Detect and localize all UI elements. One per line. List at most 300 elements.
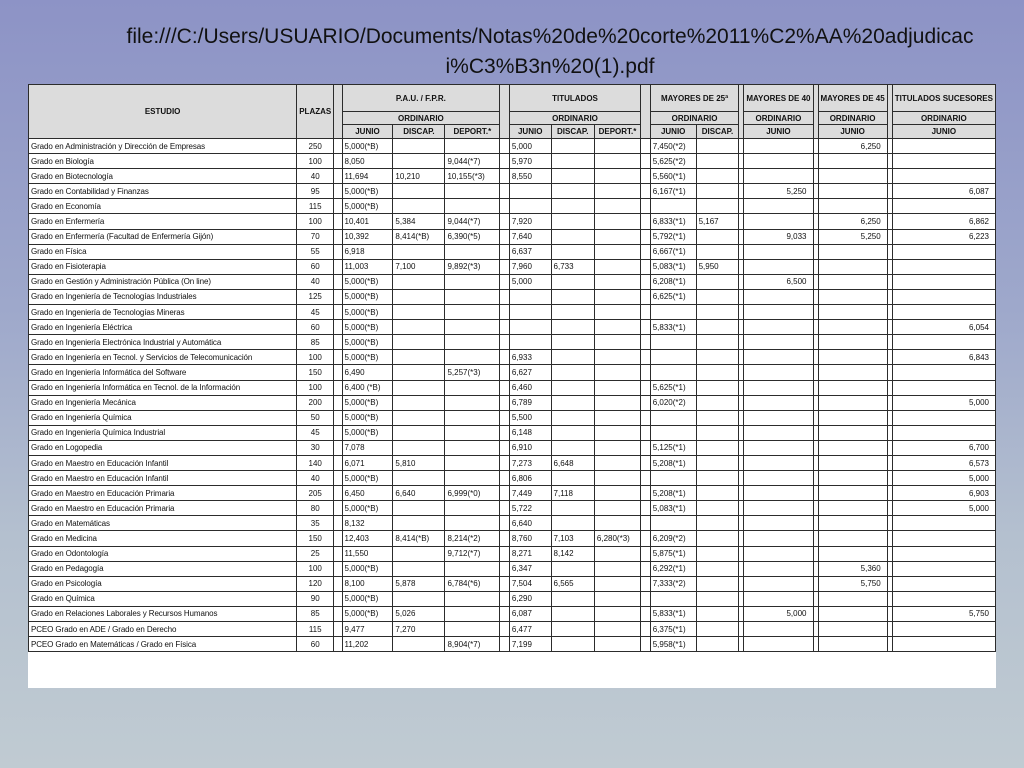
- mayores40-junio-cell: [744, 410, 813, 425]
- pau-junio-cell: 8,132: [342, 516, 393, 531]
- mayores25-discap-cell: [696, 380, 739, 395]
- column-gap: [500, 214, 510, 229]
- plazas-cell: 25: [297, 546, 334, 561]
- column-gap: [500, 486, 510, 501]
- titulados-discap-cell: [551, 501, 594, 516]
- mayores40-junio-cell: [744, 154, 813, 169]
- mayores25-discap-cell: [696, 561, 739, 576]
- mayores25-junio-cell: 5,958(*1): [650, 637, 696, 652]
- titulados-sucesores-cell: [892, 576, 995, 591]
- table-row: [29, 184, 996, 199]
- mayores25-junio-cell: 5,125(*1): [650, 440, 696, 455]
- column-gap: [334, 410, 342, 425]
- table-row: [29, 425, 996, 440]
- pau-junio-cell: 6,918: [342, 244, 393, 259]
- plazas-cell: 120: [297, 576, 334, 591]
- titulados-discap-cell: [551, 516, 594, 531]
- column-gap: [641, 425, 651, 440]
- pau-deport-cell: [445, 139, 500, 154]
- titulados-deport-cell: [594, 139, 640, 154]
- column-gap: [641, 486, 651, 501]
- pau-deport-cell: [445, 395, 500, 410]
- pau-deport-cell: 6,390(*5): [445, 229, 500, 244]
- titulados-sucesores-cell: 6,843: [892, 350, 995, 365]
- mayores25-discap-cell: [696, 320, 739, 335]
- column-gap: [641, 335, 651, 350]
- header-ordinario: ORDINARIO: [818, 112, 887, 125]
- titulados-deport-cell: [594, 350, 640, 365]
- titulados-deport-cell: [594, 380, 640, 395]
- table-row: [29, 531, 996, 546]
- pau-deport-cell: [445, 622, 500, 637]
- study-name: Grado en Relaciones Laborales y Recursos Humanos: [29, 606, 297, 621]
- pau-deport-cell: 5,257(*3): [445, 365, 500, 380]
- mayores45-junio-cell: [818, 516, 887, 531]
- pau-deport-cell: [445, 350, 500, 365]
- titulados-junio-cell: [509, 305, 551, 320]
- pau-discap-cell: 8,414(*B): [393, 531, 445, 546]
- plazas-cell: 85: [297, 335, 334, 350]
- column-gap: [334, 305, 342, 320]
- plazas-cell: 115: [297, 622, 334, 637]
- titulados-sucesores-cell: 6,054: [892, 320, 995, 335]
- titulados-sucesores-cell: [892, 139, 995, 154]
- mayores45-junio-cell: [818, 410, 887, 425]
- header-titulados: TITULADOS: [509, 85, 640, 112]
- mayores40-junio-cell: [744, 320, 813, 335]
- mayores25-junio-cell: [650, 591, 696, 606]
- mayores25-discap-cell: [696, 471, 739, 486]
- column-gap: [500, 561, 510, 576]
- titulados-deport-cell: [594, 501, 640, 516]
- table-row: [29, 637, 996, 652]
- pau-discap-cell: [393, 305, 445, 320]
- titulados-deport-cell: [594, 516, 640, 531]
- pau-junio-cell: 5,000(*B): [342, 410, 393, 425]
- titulados-junio-cell: [509, 199, 551, 214]
- plazas-cell: 60: [297, 637, 334, 652]
- pau-discap-cell: [393, 561, 445, 576]
- plazas-cell: 100: [297, 214, 334, 229]
- titulados-discap-cell: 7,103: [551, 531, 594, 546]
- mayores40-junio-cell: 6,500: [744, 274, 813, 289]
- titulados-deport-cell: [594, 622, 640, 637]
- table-row: [29, 289, 996, 304]
- pau-deport-cell: [445, 516, 500, 531]
- titulados-deport-cell: [594, 606, 640, 621]
- titulados-junio-cell: [509, 184, 551, 199]
- titulados-deport-cell: [594, 199, 640, 214]
- mayores25-junio-cell: [650, 425, 696, 440]
- titulados-deport-cell: [594, 169, 640, 184]
- mayores25-junio-cell: [650, 199, 696, 214]
- mayores25-junio-cell: 5,792(*1): [650, 229, 696, 244]
- column-gap: [334, 139, 342, 154]
- titulados-deport-cell: [594, 305, 640, 320]
- column-gap: [500, 440, 510, 455]
- titulados-discap-cell: [551, 365, 594, 380]
- header-ordinario: ORDINARIO: [342, 112, 500, 125]
- plazas-cell: 35: [297, 516, 334, 531]
- column-gap: [641, 229, 651, 244]
- slide-title: file:///C:/Users/USUARIO/Documents/Notas%20de%20corte%2011%C2%AA%20adjudicaci%C3%B3n%20(1).pdf: [126, 25, 974, 78]
- plazas-cell: 45: [297, 425, 334, 440]
- header-deport: DEPORT.*: [594, 125, 640, 139]
- mayores25-discap-cell: [696, 199, 739, 214]
- titulados-discap-cell: [551, 395, 594, 410]
- column-gap: [334, 350, 342, 365]
- mayores45-junio-cell: [818, 244, 887, 259]
- mayores25-discap-cell: [696, 637, 739, 652]
- titulados-deport-cell: [594, 440, 640, 455]
- plazas-cell: 150: [297, 365, 334, 380]
- pau-discap-cell: 8,414(*B): [393, 229, 445, 244]
- mayores40-junio-cell: [744, 516, 813, 531]
- column-gap: [641, 85, 651, 139]
- pau-discap-cell: [393, 440, 445, 455]
- column-gap: [641, 169, 651, 184]
- plazas-cell: 85: [297, 606, 334, 621]
- titulados-discap-cell: [551, 561, 594, 576]
- study-name: Grado en Biología: [29, 154, 297, 169]
- study-name: Grado en Maestro en Educación Primaria: [29, 501, 297, 516]
- column-gap: [641, 440, 651, 455]
- mayores25-discap-cell: [696, 425, 739, 440]
- table-row: [29, 350, 996, 365]
- plazas-cell: 90: [297, 591, 334, 606]
- titulados-discap-cell: 7,118: [551, 486, 594, 501]
- column-gap: [334, 395, 342, 410]
- column-gap: [641, 184, 651, 199]
- column-gap: [334, 531, 342, 546]
- table-row: [29, 335, 996, 350]
- study-name: Grado en Química: [29, 591, 297, 606]
- column-gap: [334, 365, 342, 380]
- table-row: [29, 606, 996, 621]
- pau-junio-cell: 5,000(*B): [342, 274, 393, 289]
- header-titulados-sucesores: TITULADOS SUCESORES: [892, 85, 995, 112]
- titulados-deport-cell: [594, 335, 640, 350]
- header-junio: JUNIO: [650, 125, 696, 139]
- study-name: Grado en Contabilidad y Finanzas: [29, 184, 297, 199]
- mayores25-discap-cell: [696, 335, 739, 350]
- pau-deport-cell: [445, 380, 500, 395]
- pau-deport-cell: 10,155(*3): [445, 169, 500, 184]
- pau-junio-cell: 6,450: [342, 486, 393, 501]
- study-name: PCEO Grado en ADE / Grado en Derecho: [29, 622, 297, 637]
- column-gap: [500, 380, 510, 395]
- pau-junio-cell: 5,000(*B): [342, 471, 393, 486]
- table-row: [29, 380, 996, 395]
- pau-deport-cell: 8,904(*7): [445, 637, 500, 652]
- mayores45-junio-cell: 5,250: [818, 229, 887, 244]
- column-gap: [500, 546, 510, 561]
- table-row: [29, 546, 996, 561]
- pau-junio-cell: 5,000(*B): [342, 561, 393, 576]
- column-gap: [500, 455, 510, 470]
- titulados-junio-cell: 6,347: [509, 561, 551, 576]
- header-discap: DISCAP.: [393, 125, 445, 139]
- pau-junio-cell: 11,550: [342, 546, 393, 561]
- column-gap: [641, 380, 651, 395]
- pau-deport-cell: [445, 606, 500, 621]
- table-row: [29, 440, 996, 455]
- mayores40-junio-cell: [744, 289, 813, 304]
- mayores45-junio-cell: [818, 486, 887, 501]
- pau-junio-cell: 5,000(*B): [342, 184, 393, 199]
- pau-junio-cell: 5,000(*B): [342, 320, 393, 335]
- column-gap: [500, 154, 510, 169]
- column-gap: [500, 169, 510, 184]
- mayores45-junio-cell: [818, 350, 887, 365]
- column-gap: [334, 154, 342, 169]
- pau-junio-cell: 5,000(*B): [342, 289, 393, 304]
- mayores25-junio-cell: 5,208(*1): [650, 486, 696, 501]
- titulados-sucesores-cell: 6,862: [892, 214, 995, 229]
- header-discap: DISCAP.: [551, 125, 594, 139]
- pau-discap-cell: [393, 395, 445, 410]
- pau-junio-cell: 5,000(*B): [342, 395, 393, 410]
- column-gap: [334, 471, 342, 486]
- pau-deport-cell: [445, 471, 500, 486]
- mayores45-junio-cell: 6,250: [818, 214, 887, 229]
- pau-junio-cell: 10,401: [342, 214, 393, 229]
- mayores25-discap-cell: [696, 244, 739, 259]
- pau-discap-cell: [393, 380, 445, 395]
- study-name: Grado en Pedagogía: [29, 561, 297, 576]
- titulados-junio-cell: 6,640: [509, 516, 551, 531]
- titulados-deport-cell: [594, 229, 640, 244]
- study-name: Grado en Ingeniería Química: [29, 410, 297, 425]
- titulados-sucesores-cell: [892, 289, 995, 304]
- column-gap: [500, 622, 510, 637]
- titulados-discap-cell: [551, 440, 594, 455]
- column-gap: [500, 365, 510, 380]
- pau-junio-cell: 5,000(*B): [342, 606, 393, 621]
- header-pau: P.A.U. / F.P.R.: [342, 85, 500, 112]
- column-gap: [334, 591, 342, 606]
- column-gap: [641, 395, 651, 410]
- column-gap: [641, 320, 651, 335]
- mayores45-junio-cell: [818, 606, 887, 621]
- column-gap: [334, 501, 342, 516]
- column-gap: [334, 576, 342, 591]
- titulados-junio-cell: 6,910: [509, 440, 551, 455]
- table-row: [29, 501, 996, 516]
- titulados-sucesores-cell: [892, 380, 995, 395]
- mayores40-junio-cell: [744, 365, 813, 380]
- pau-discap-cell: [393, 289, 445, 304]
- study-name: Grado en Ingeniería Química Industrial: [29, 425, 297, 440]
- mayores25-discap-cell: [696, 229, 739, 244]
- mayores40-junio-cell: 9,033: [744, 229, 813, 244]
- plazas-cell: 70: [297, 229, 334, 244]
- titulados-discap-cell: [551, 289, 594, 304]
- column-gap: [334, 85, 342, 139]
- titulados-deport-cell: [594, 591, 640, 606]
- titulados-deport-cell: [594, 425, 640, 440]
- pau-deport-cell: [445, 410, 500, 425]
- column-gap: [641, 139, 651, 154]
- column-gap: [334, 440, 342, 455]
- study-name: Grado en Administración y Dirección de Empresas: [29, 139, 297, 154]
- mayores25-discap-cell: 5,167: [696, 214, 739, 229]
- titulados-discap-cell: [551, 410, 594, 425]
- pau-junio-cell: 5,000(*B): [342, 591, 393, 606]
- table-row: [29, 365, 996, 380]
- mayores25-junio-cell: 7,333(*2): [650, 576, 696, 591]
- titulados-junio-cell: 5,000: [509, 139, 551, 154]
- header-junio: JUNIO: [342, 125, 393, 139]
- mayores25-junio-cell: 6,375(*1): [650, 622, 696, 637]
- pau-discap-cell: [393, 154, 445, 169]
- mayores40-junio-cell: [744, 305, 813, 320]
- column-gap: [334, 289, 342, 304]
- mayores25-discap-cell: [696, 455, 739, 470]
- plazas-cell: 205: [297, 486, 334, 501]
- header-mayores-40: MAYORES DE 40: [744, 85, 813, 112]
- study-name: Grado en Ingeniería Informática del Software: [29, 365, 297, 380]
- mayores45-junio-cell: [818, 274, 887, 289]
- pau-discap-cell: [393, 320, 445, 335]
- column-gap: [334, 622, 342, 637]
- pau-deport-cell: [445, 440, 500, 455]
- mayores40-junio-cell: [744, 546, 813, 561]
- pau-deport-cell: [445, 425, 500, 440]
- pau-deport-cell: [445, 274, 500, 289]
- pau-deport-cell: [445, 244, 500, 259]
- mayores25-discap-cell: 5,950: [696, 259, 739, 274]
- pau-deport-cell: [445, 335, 500, 350]
- mayores25-discap-cell: [696, 531, 739, 546]
- mayores25-junio-cell: 7,450(*2): [650, 139, 696, 154]
- mayores45-junio-cell: [818, 637, 887, 652]
- titulados-sucesores-cell: [892, 546, 995, 561]
- plazas-cell: 40: [297, 274, 334, 289]
- column-gap: [334, 546, 342, 561]
- titulados-discap-cell: [551, 380, 594, 395]
- mayores45-junio-cell: [818, 380, 887, 395]
- pau-junio-cell: 5,000(*B): [342, 305, 393, 320]
- column-gap: [334, 425, 342, 440]
- table-row: [29, 154, 996, 169]
- titulados-sucesores-cell: 6,573: [892, 455, 995, 470]
- mayores25-junio-cell: 5,560(*1): [650, 169, 696, 184]
- plazas-cell: 80: [297, 501, 334, 516]
- titulados-sucesores-cell: [892, 154, 995, 169]
- titulados-sucesores-cell: 6,903: [892, 486, 995, 501]
- column-gap: [641, 516, 651, 531]
- mayores25-discap-cell: [696, 184, 739, 199]
- pau-deport-cell: [445, 591, 500, 606]
- titulados-sucesores-cell: [892, 259, 995, 274]
- column-gap: [500, 335, 510, 350]
- pau-discap-cell: [393, 637, 445, 652]
- pau-deport-cell: [445, 289, 500, 304]
- mayores45-junio-cell: [818, 199, 887, 214]
- mayores25-junio-cell: 6,833(*1): [650, 214, 696, 229]
- mayores25-junio-cell: 6,625(*1): [650, 289, 696, 304]
- titulados-discap-cell: [551, 591, 594, 606]
- pau-discap-cell: [393, 501, 445, 516]
- column-gap: [500, 184, 510, 199]
- mayores40-junio-cell: 5,000: [744, 606, 813, 621]
- mayores40-junio-cell: [744, 440, 813, 455]
- plazas-cell: 45: [297, 305, 334, 320]
- mayores25-discap-cell: [696, 350, 739, 365]
- pau-discap-cell: 6,640: [393, 486, 445, 501]
- mayores25-junio-cell: 6,209(*2): [650, 531, 696, 546]
- titulados-junio-cell: 6,627: [509, 365, 551, 380]
- study-name: Grado en Ingeniería Informática en Tecnol. de la Información: [29, 380, 297, 395]
- column-gap: [334, 455, 342, 470]
- column-gap: [500, 471, 510, 486]
- pau-discap-cell: [393, 425, 445, 440]
- pau-discap-cell: 5,810: [393, 455, 445, 470]
- pau-discap-cell: [393, 335, 445, 350]
- mayores40-junio-cell: [744, 214, 813, 229]
- pau-deport-cell: [445, 561, 500, 576]
- table-row: [29, 229, 996, 244]
- column-gap: [334, 244, 342, 259]
- titulados-sucesores-cell: 5,000: [892, 471, 995, 486]
- plazas-cell: 200: [297, 395, 334, 410]
- header-ordinario: ORDINARIO: [892, 112, 995, 125]
- mayores25-junio-cell: [650, 471, 696, 486]
- pdf-page: [28, 84, 996, 688]
- mayores25-junio-cell: [650, 350, 696, 365]
- pau-deport-cell: 9,044(*7): [445, 154, 500, 169]
- mayores25-discap-cell: [696, 154, 739, 169]
- mayores25-discap-cell: [696, 622, 739, 637]
- pau-discap-cell: [393, 546, 445, 561]
- titulados-discap-cell: [551, 320, 594, 335]
- titulados-junio-cell: 7,504: [509, 576, 551, 591]
- mayores45-junio-cell: [818, 259, 887, 274]
- titulados-deport-cell: [594, 259, 640, 274]
- pau-discap-cell: [393, 139, 445, 154]
- titulados-sucesores-cell: [892, 274, 995, 289]
- study-name: PCEO Grado en Matemáticas / Grado en Física: [29, 637, 297, 652]
- column-gap: [500, 516, 510, 531]
- titulados-junio-cell: 6,806: [509, 471, 551, 486]
- mayores25-junio-cell: [650, 410, 696, 425]
- mayores25-discap-cell: [696, 274, 739, 289]
- column-gap: [500, 274, 510, 289]
- titulados-discap-cell: [551, 229, 594, 244]
- titulados-discap-cell: [551, 622, 594, 637]
- study-name: Grado en Biotecnología: [29, 169, 297, 184]
- mayores25-discap-cell: [696, 591, 739, 606]
- mayores45-junio-cell: 5,360: [818, 561, 887, 576]
- plazas-cell: 100: [297, 380, 334, 395]
- column-gap: [334, 606, 342, 621]
- study-name: Grado en Ingeniería de Tecnologías Mineras: [29, 305, 297, 320]
- column-gap: [641, 305, 651, 320]
- column-gap: [500, 305, 510, 320]
- table-row: [29, 486, 996, 501]
- titulados-sucesores-cell: [892, 365, 995, 380]
- column-gap: [500, 229, 510, 244]
- titulados-junio-cell: 7,199: [509, 637, 551, 652]
- pau-discap-cell: [393, 244, 445, 259]
- mayores45-junio-cell: [818, 531, 887, 546]
- pau-junio-cell: 5,000(*B): [342, 199, 393, 214]
- mayores45-junio-cell: [818, 455, 887, 470]
- column-gap: [334, 274, 342, 289]
- table-row: [29, 259, 996, 274]
- pau-deport-cell: [445, 199, 500, 214]
